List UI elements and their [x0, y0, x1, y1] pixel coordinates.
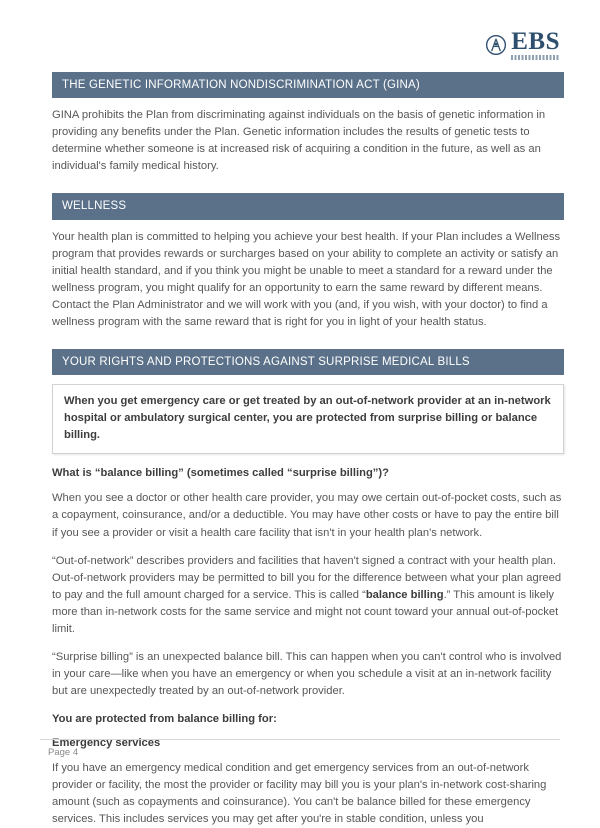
out-of-pocket-costs-paragraph: When you see a doctor or other health care provider, you may owe certain out-of-pocket costs, such as a copayment, coinsurance, and/or a deductible. You may have other costs or have to pay the entire bill if you see a provider or visit a health care facility that isn't in your health plan's network. — [52, 492, 562, 539]
page-content — [0, 72, 600, 828]
out-of-network-paragraph — [52, 553, 564, 638]
page-footer — [40, 739, 560, 758]
ebs-logo-wordmark: EBS — [511, 28, 560, 55]
balance-billing-term: balance billing — [365, 588, 444, 601]
surprise-billing-definition-paragraph: “Surprise billing” is an unexpected balance bill. This can happen when you can't control who is involved in your care—like when you have an emergency or when you schedule a visit at an in-network facility but are unexpectedly treated by an out-of-network provider. — [52, 650, 562, 697]
emergency-services-heading: Emergency services — [52, 737, 161, 750]
section-heading-surprise-medical-bills: YOUR RIGHTS AND PROTECTIONS AGAINST SURPRISE MEDICAL BILLS — [52, 349, 564, 375]
footer-divider — [40, 739, 560, 740]
surprise-billing-callout-box — [52, 384, 564, 453]
section-heading-wellness: WELLNESS — [52, 193, 564, 219]
gina-paragraph: GINA prohibits the Plan from discriminating against individuals on the basis of genetic information in providing any benefits under the Plan. Genetic information includes the results of genetic tests to determine whether someone is at increased risk of acquiring a condition in the future, as well as an individual's family medical history. — [52, 109, 546, 173]
section-heading-gina: THE GENETIC INFORMATION NONDISCRIMINATION ACT (GINA) — [52, 72, 564, 98]
out-of-network-text-part1: “Out-of-network” describes providers and facilities that haven't signed a contract with your health plan. Out-of-network providers may be permitted to bill you for the difference between what your plan agreed to pay and the full amount charged for a service. This is called “ — [52, 554, 562, 601]
page-header — [0, 0, 600, 72]
emergency-services-paragraph: If you have an emergency medical condition and get emergency services from an out-of-network provider or facility, the most the provider or facility may bill you is your plan's in-network cost-sharing amount (such as copayments and coinsurance). You can't be balance billed for these emergency services. This includes services you may get after you're in stable condition, unless you — [52, 762, 547, 826]
wellness-paragraph: Your health plan is committed to helping you achieve your best health. If your Plan includes a Wellness program that provides rewards or surcharges based on your ability to complete an activity or satisfy an initial health standard, and if you think you might be unable to meet a standard for a reward under the wellness program, you might qualify for an opportunity to earn the same reward by different means. Contact the Plan Administrator and we will work with you (and, if you wish, with your doctor) to find a wellness program with the same reward that is right for you in light of your health status. — [52, 230, 561, 328]
ebs-logo-text — [511, 30, 560, 60]
balance-billing-question-heading: What is “balance billing” (sometimes called “surprise billing”)? — [52, 466, 389, 479]
surprise-billing-callout-text: When you get emergency care or get treated by an out-of-network provider at an in-network hospital or ambulatory surgical center, you are protected from surprise billing or balance billing. — [64, 395, 551, 441]
protected-from-balance-billing-heading: You are protected from balance billing for: — [52, 712, 277, 725]
out-of-network-text-part2: .” This amount is likely more than in-network costs for the same service and might not count toward your annual out-of-pocket limit. — [52, 588, 559, 635]
ebs-logo-subtitle — [511, 55, 560, 60]
page-number-label: Page 4 — [48, 747, 79, 758]
ebs-logo — [485, 30, 560, 60]
ebs-circle-a-logo-icon — [485, 34, 507, 56]
